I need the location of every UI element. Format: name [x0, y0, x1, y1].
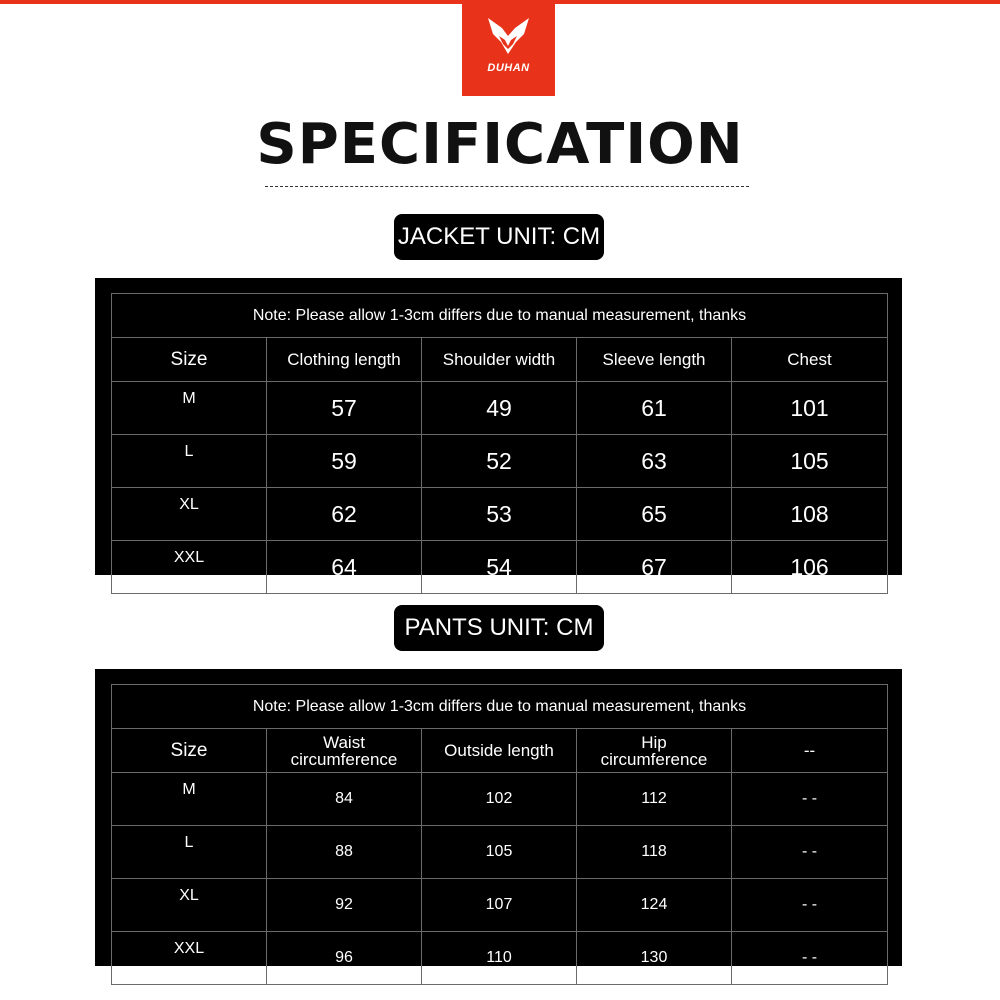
- column-header: Waist circumference: [267, 729, 422, 773]
- pants-grid: [111, 684, 888, 985]
- title-divider: [265, 186, 749, 187]
- measurement-cell: 124: [577, 879, 732, 932]
- table-row: [112, 541, 888, 594]
- measurement-cell: 106: [732, 541, 888, 594]
- measurement-cell: 59: [267, 435, 422, 488]
- measurement-cell: 84: [267, 773, 422, 826]
- measurement-cell: 96: [267, 932, 422, 985]
- size-cell: XL: [112, 879, 267, 932]
- pants-size-table: [95, 669, 902, 966]
- measurement-cell: 62: [267, 488, 422, 541]
- measurement-cell: 92: [267, 879, 422, 932]
- pants-unit-label: PANTS UNIT: CM: [394, 605, 604, 651]
- jacket-grid: [111, 293, 888, 594]
- size-cell: L: [112, 826, 267, 879]
- measurement-cell: 67: [577, 541, 732, 594]
- measurement-cell: 52: [422, 435, 577, 488]
- size-cell: M: [112, 773, 267, 826]
- size-cell: XXL: [112, 932, 267, 985]
- measurement-cell: 57: [267, 382, 422, 435]
- measurement-cell: 108: [732, 488, 888, 541]
- header-row: [112, 729, 888, 773]
- column-header-size: Size: [112, 729, 267, 773]
- measurement-cell: 49: [422, 382, 577, 435]
- measurement-cell: 112: [577, 773, 732, 826]
- column-header: Shoulder width: [422, 338, 577, 382]
- header-row: [112, 338, 888, 382]
- table-note: Note: Please allow 1-3cm differs due to manual measurement, thanks: [112, 685, 888, 729]
- measurement-cell: 105: [732, 435, 888, 488]
- size-cell: M: [112, 382, 267, 435]
- column-header: Outside length: [422, 729, 577, 773]
- measurement-cell: 63: [577, 435, 732, 488]
- column-header-size: Size: [112, 338, 267, 382]
- measurement-cell: - -: [732, 826, 888, 879]
- measurement-cell: 65: [577, 488, 732, 541]
- jacket-size-table: [95, 278, 902, 580]
- size-cell: L: [112, 435, 267, 488]
- table-row: [112, 879, 888, 932]
- fox-logo-icon: [486, 16, 531, 56]
- measurement-cell: 130: [577, 932, 732, 985]
- measurement-cell: 110: [422, 932, 577, 985]
- measurement-cell: - -: [732, 773, 888, 826]
- table-row: [112, 826, 888, 879]
- column-header: --: [732, 729, 888, 773]
- table-row: [112, 773, 888, 826]
- measurement-cell: - -: [732, 932, 888, 985]
- measurement-cell: 53: [422, 488, 577, 541]
- table-row: [112, 932, 888, 985]
- measurement-cell: 102: [422, 773, 577, 826]
- table-row: [112, 435, 888, 488]
- measurement-cell: 64: [267, 541, 422, 594]
- measurement-cell: 61: [577, 382, 732, 435]
- measurement-cell: 101: [732, 382, 888, 435]
- size-cell: XL: [112, 488, 267, 541]
- column-header: Sleeve length: [577, 338, 732, 382]
- measurement-cell: - -: [732, 879, 888, 932]
- size-cell: XXL: [112, 541, 267, 594]
- brand-name: DUHAN: [487, 62, 530, 74]
- jacket-unit-label: JACKET UNIT: CM: [394, 214, 604, 260]
- table-note: Note: Please allow 1-3cm differs due to manual measurement, thanks: [112, 294, 888, 338]
- table-row: [112, 488, 888, 541]
- column-header: Clothing length: [267, 338, 422, 382]
- measurement-cell: 105: [422, 826, 577, 879]
- column-header: Hip circumference: [577, 729, 732, 773]
- column-header: Chest: [732, 338, 888, 382]
- measurement-cell: 54: [422, 541, 577, 594]
- measurement-cell: 88: [267, 826, 422, 879]
- table-row: [112, 382, 888, 435]
- brand-logo: [462, 0, 555, 96]
- page-title: SPECIFICATION: [256, 112, 744, 177]
- measurement-cell: 118: [577, 826, 732, 879]
- measurement-cell: 107: [422, 879, 577, 932]
